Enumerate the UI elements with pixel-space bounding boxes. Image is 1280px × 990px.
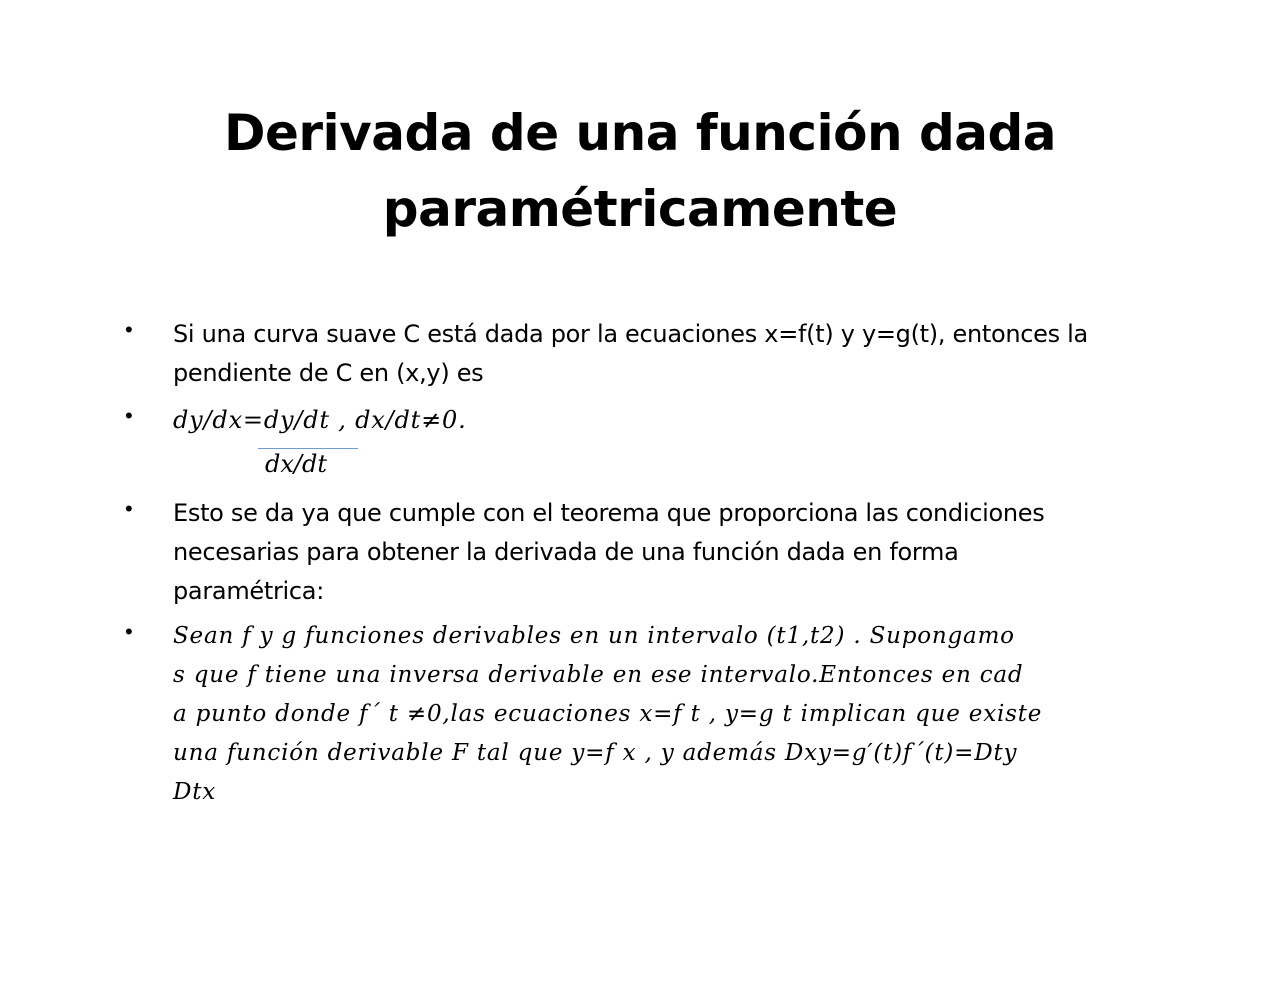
bullet-text-formula [173, 401, 1173, 440]
bullet-line: paramétrica: [173, 577, 324, 605]
bullet-marker: • [125, 496, 133, 521]
formula-line: dy/dx=dy/dt , dx/dt≠0. [173, 406, 467, 434]
bullet-text [173, 494, 1173, 611]
theorem-line: una función derivable F tal que y=f x , y además Dxy=g′(t)f´(t)=Dty [173, 740, 1018, 766]
slide-title-line-2: paramétricamente [382, 180, 898, 238]
bullet-line: pendiente de C en (x,y) es [173, 359, 484, 387]
bullet-line: Esto se da ya que cumple con el teorema que proporciona las condiciones [173, 499, 1045, 527]
bullet-line: necesarias para obtener la derivada de una función dada en forma [173, 538, 959, 566]
theorem-line: Sean f y g funciones derivables en un intervalo (t1,t2) . Supongamo [173, 623, 1015, 649]
bullet-marker: • [125, 619, 133, 644]
fraction-denominator: dx/dt [265, 450, 327, 478]
bullet-marker: • [125, 317, 133, 342]
theorem-line: s que f tiene una inversa derivable en ese intervalo.Entonces en cad [173, 662, 1024, 688]
bullet-line: Si una curva suave C está dada por la ecuaciones x=f(t) y y=g(t), entonces la [173, 320, 1088, 348]
slide-title [140, 95, 1140, 247]
bullet-text [173, 315, 1173, 393]
theorem-line: a punto donde f´ t ≠0,las ecuaciones x=f t , y=g t implican que existe [173, 701, 1043, 727]
bullet-text-theorem [173, 617, 1173, 812]
slide-title-line-1: Derivada de una función dada [223, 104, 1057, 162]
theorem-line: Dtx [173, 779, 217, 805]
bullet-marker: • [125, 403, 133, 428]
fraction-bar [258, 448, 358, 449]
